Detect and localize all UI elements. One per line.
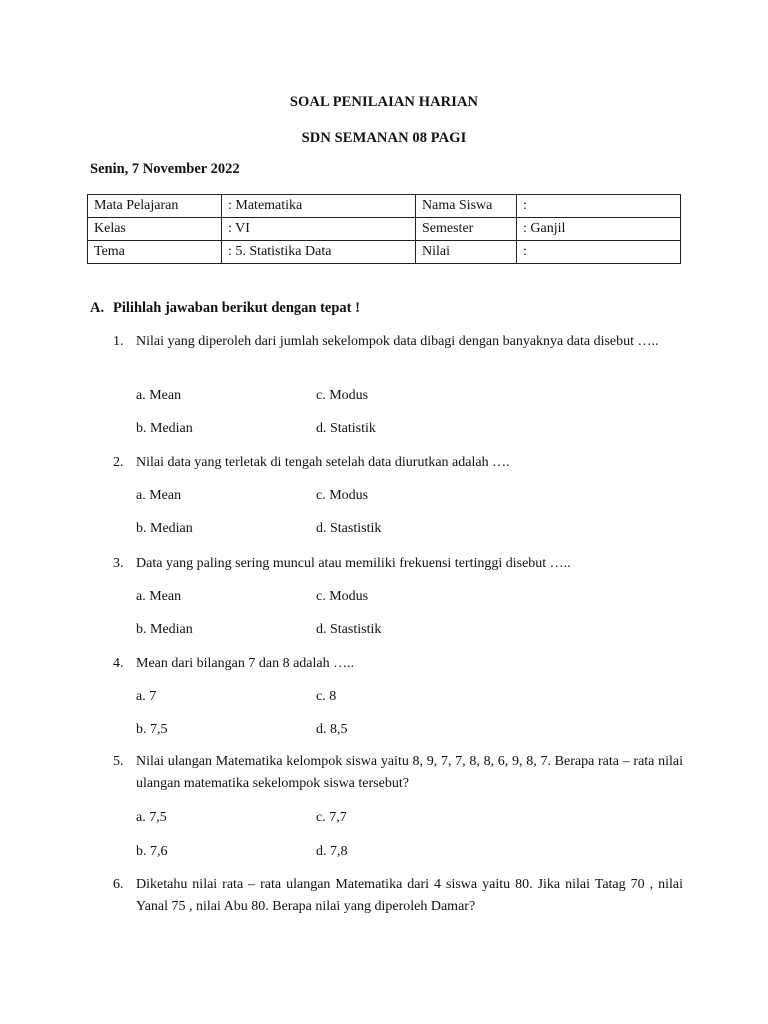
- option-a: a. 7,5: [136, 810, 167, 825]
- school-name: SDN SEMANAN 08 PAGI: [301, 130, 467, 146]
- option-a: a. Mean: [136, 488, 182, 503]
- section-title: Pilihlah jawaban berikut dengan tepat !: [113, 300, 360, 316]
- option-b: b. Median: [136, 622, 193, 637]
- option-c: c. 7,7: [316, 810, 347, 825]
- table-cell: : VI: [222, 218, 416, 241]
- question-text: Nilai data yang terletak di tengah setelah data diurutkan adalah ….: [136, 455, 510, 470]
- question-4: [113, 653, 683, 675]
- section-heading: [90, 300, 360, 317]
- table-cell: Nilai: [416, 241, 517, 264]
- option-a: a. 7: [136, 689, 157, 704]
- option-c: c. Modus: [316, 488, 369, 503]
- question-3: [113, 553, 683, 575]
- option-d: d. 7,8: [316, 844, 348, 859]
- worksheet-date: Senin, 7 November 2022: [90, 161, 240, 177]
- question-number: 1.: [113, 334, 124, 349]
- table-cell: Mata Pelajaran: [88, 195, 222, 218]
- question-text: Nilai yang diperoleh dari jumlah sekelompok data dibagi dengan banyaknya data disebut …..: [136, 334, 659, 349]
- question-text: Diketahu nilai rata – rata ulangan Matematika dari 4 siswa yaitu 80. Jika nilai Tatag 70 , nilai Yanal 75 , nilai Abu 80. Berapa nilai yang diperoleh Damar?: [136, 877, 683, 914]
- option-d: d. Stastistik: [316, 622, 382, 637]
- option-c: c. 8: [316, 689, 337, 704]
- table-cell: Semester: [416, 218, 517, 241]
- table-row: [88, 241, 681, 264]
- option-a: a. Mean: [136, 589, 182, 604]
- question-2: [113, 452, 683, 474]
- option-b: b. Median: [136, 521, 193, 536]
- question-number: 2.: [113, 455, 124, 470]
- table-cell: Kelas: [88, 218, 222, 241]
- question-text: Data yang paling sering muncul atau memiliki frekuensi tertinggi disebut …..: [136, 556, 571, 571]
- worksheet-title: SOAL PENILAIAN HARIAN: [289, 94, 479, 110]
- option-c: c. Modus: [316, 388, 369, 403]
- option-d: d. Stastistik: [316, 521, 382, 536]
- question-5: [113, 751, 683, 795]
- table-cell: : Ganjil: [517, 218, 681, 241]
- question-number: 6.: [113, 877, 124, 892]
- question-1: [113, 331, 683, 353]
- option-b: b. 7,5: [136, 722, 168, 737]
- option-d: d. Statistik: [316, 421, 376, 436]
- table-cell: Nama Siswa: [416, 195, 517, 218]
- table-cell: Tema: [88, 241, 222, 264]
- section-letter: A.: [90, 300, 105, 316]
- option-d: d. 8,5: [316, 722, 348, 737]
- table-cell: :: [517, 241, 681, 264]
- option-b: b. 7,6: [136, 844, 168, 859]
- option-b: b. Median: [136, 421, 193, 436]
- question-text: Nilai ulangan Matematika kelompok siswa yaitu 8, 9, 7, 7, 8, 8, 6, 9, 8, 7. Berapa rata – rata nilai ulangan matematika sekelompok siswa tersebut?: [136, 754, 683, 791]
- option-a: a. Mean: [136, 388, 182, 403]
- table-cell: : 5. Statistika Data: [222, 241, 416, 264]
- question-number: 5.: [113, 754, 124, 769]
- question-number: 4.: [113, 656, 124, 671]
- table-cell: :: [517, 195, 681, 218]
- question-6: [113, 874, 683, 918]
- table-row: [88, 195, 681, 218]
- question-number: 3.: [113, 556, 124, 571]
- table-row: [88, 218, 681, 241]
- option-c: c. Modus: [316, 589, 369, 604]
- table-cell: : Matematika: [222, 195, 416, 218]
- student-info-table: [87, 194, 681, 264]
- question-text: Mean dari bilangan 7 dan 8 adalah …..: [136, 656, 355, 671]
